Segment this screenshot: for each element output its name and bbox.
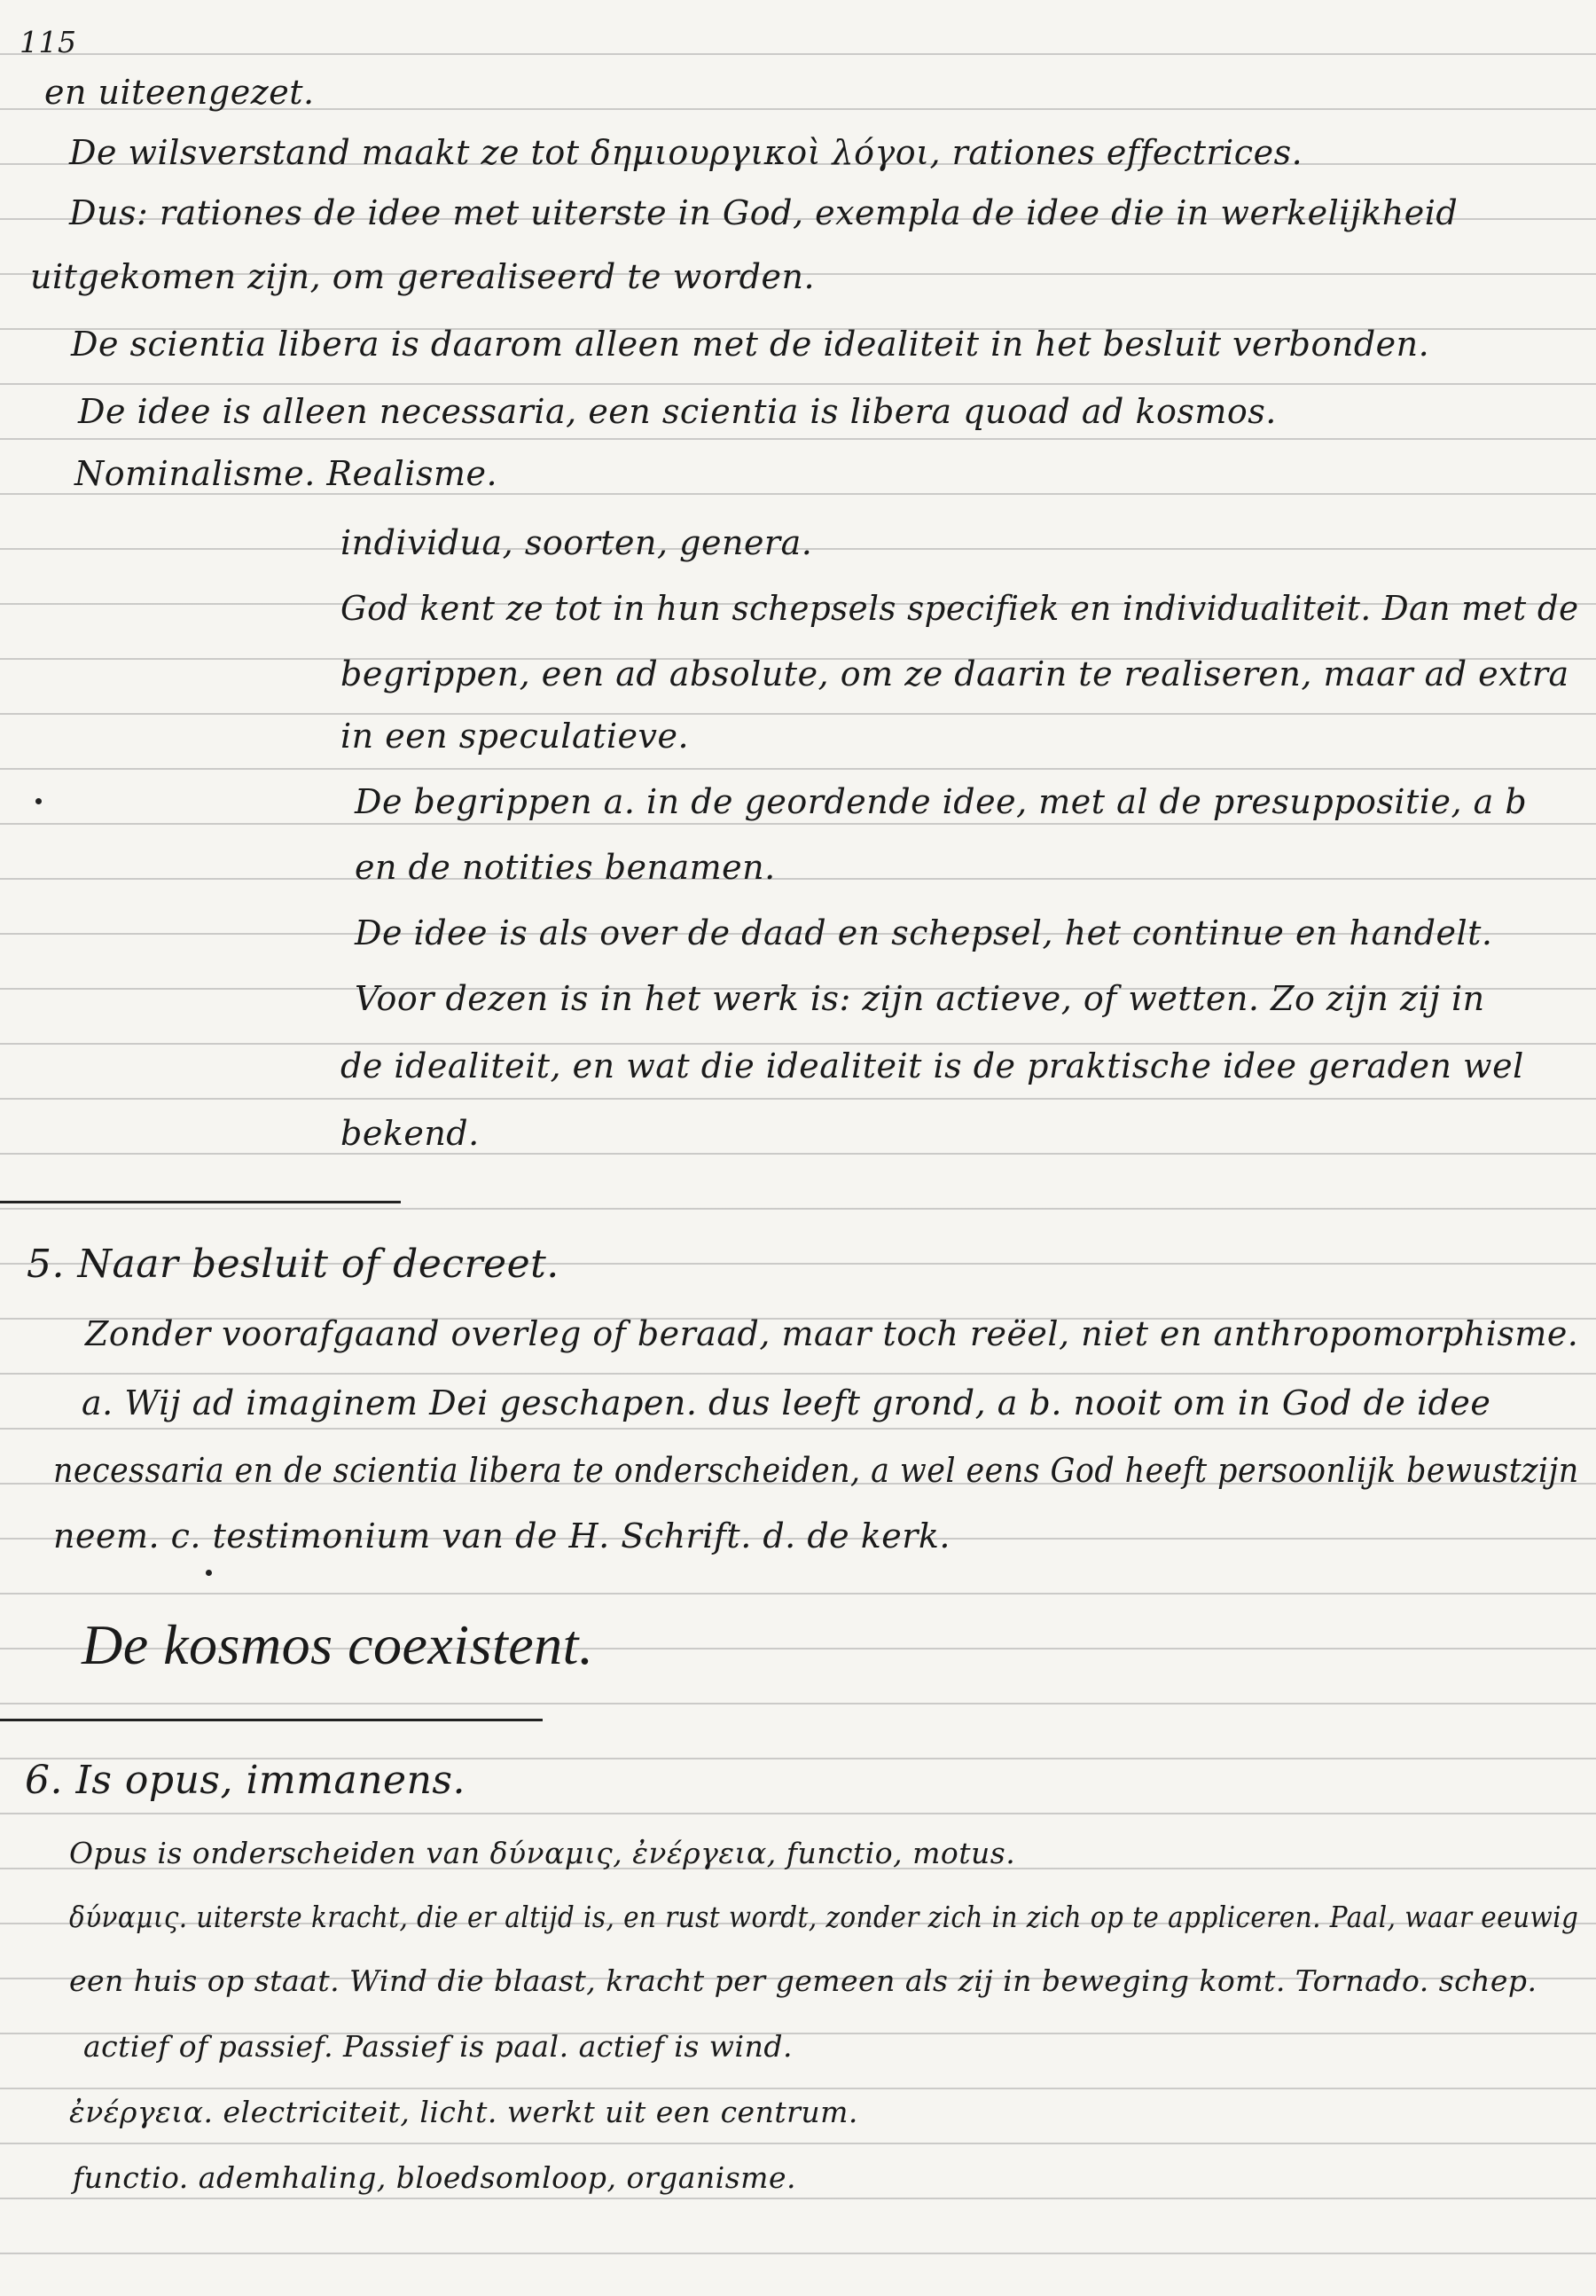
text-line: de idealiteit, en wat die idealiteit is de praktische idee geraden wel (340, 1046, 1524, 1085)
text-line: en uiteengezet. (44, 73, 315, 112)
text-line: in een speculatieve. (340, 717, 690, 756)
text-line: a. Wij ad imaginem Dei geschapen. dus leeft grond, a b. nooit om in God de idee (82, 1383, 1491, 1422)
text-line: God kent ze tot in hun schepsels specifiek en individualiteit. Dan met de (340, 589, 1579, 628)
text-line: De idee is alleen necessaria, een scientia is libera quoad ad kosmos. (78, 392, 1277, 431)
text-line: De idee is als over de daad en schepsel, het continue en handelt. (355, 913, 1493, 952)
text-line: bekend. (340, 1114, 480, 1153)
section-heading: 6. Is opus, immanens. (25, 1758, 466, 1803)
text-line: uitgekomen zijn, om gerealiseerd te worden. (30, 257, 816, 296)
section-heading: 5. Naar besluit of decreet. (27, 1242, 559, 1287)
ink-dot (206, 1570, 212, 1576)
page-number: 115 (20, 25, 77, 59)
text-line: De scientia libera is daarom alleen met de idealiteit in het besluit verbonden. (71, 325, 1430, 364)
text-line: De begrippen a. in de geordende idee, met al de presuppositie, a b (355, 782, 1528, 821)
text-line: en de notities benamen. (355, 848, 776, 887)
text-line: δύναμις. uiterste kracht, die er altijd is, en rust wordt, zonder zich in zich op te appliceren. Paal, waar eeuwig (69, 1900, 1579, 1934)
text-line: actief of passief. Passief is paal. actief is wind. (83, 2029, 793, 2064)
heading-kosmos: De kosmos coexistent. (82, 1613, 594, 1676)
ink-dot (35, 798, 42, 804)
text-line: een huis op staat. Wind die blaast, kracht per gemeen als zij in beweging komt. Tornado. schep. (69, 1963, 1537, 1998)
text-line: De wilsverstand maakt ze tot δημιουργικοὶ λόγοι, rationes effectrices. (69, 133, 1303, 172)
text-line: functio. ademhaling, bloedsomloop, organisme. (73, 2160, 796, 2195)
text-line: Nominalisme. Realisme. (74, 454, 498, 493)
text-line: necessaria en de scientia libera te onderscheiden, a wel eens God heeft persoonlijk bewustzijn (53, 1451, 1579, 1490)
text-line: ἐνέργεια. electriciteit, licht. werkt uit een centrum. (69, 2095, 858, 2129)
text-line: Voor dezen is in het werk is: zijn actieve, of wetten. Zo zijn zij in (355, 979, 1485, 1018)
section-divider (0, 1719, 543, 1721)
section-divider (0, 1201, 401, 1203)
text-line: Opus is onderscheiden van δύναμις, ἐνέργεια, functio, motus. (69, 1836, 1016, 1870)
text-line: neem. c. testimonium van de H. Schrift. d. de kerk. (53, 1516, 951, 1555)
text-line: individua, soorten, genera. (340, 523, 813, 562)
text-line: begrippen, een ad absolute, om ze daarin te realiseren, maar ad extra (340, 654, 1569, 694)
text-line: Zonder voorafgaand overleg of beraad, maar toch reëel, niet en anthropomorphisme. (85, 1314, 1579, 1353)
text-line: Dus: rationes de idee met uiterste in God, exempla de idee die in werkelijkheid (69, 193, 1459, 232)
